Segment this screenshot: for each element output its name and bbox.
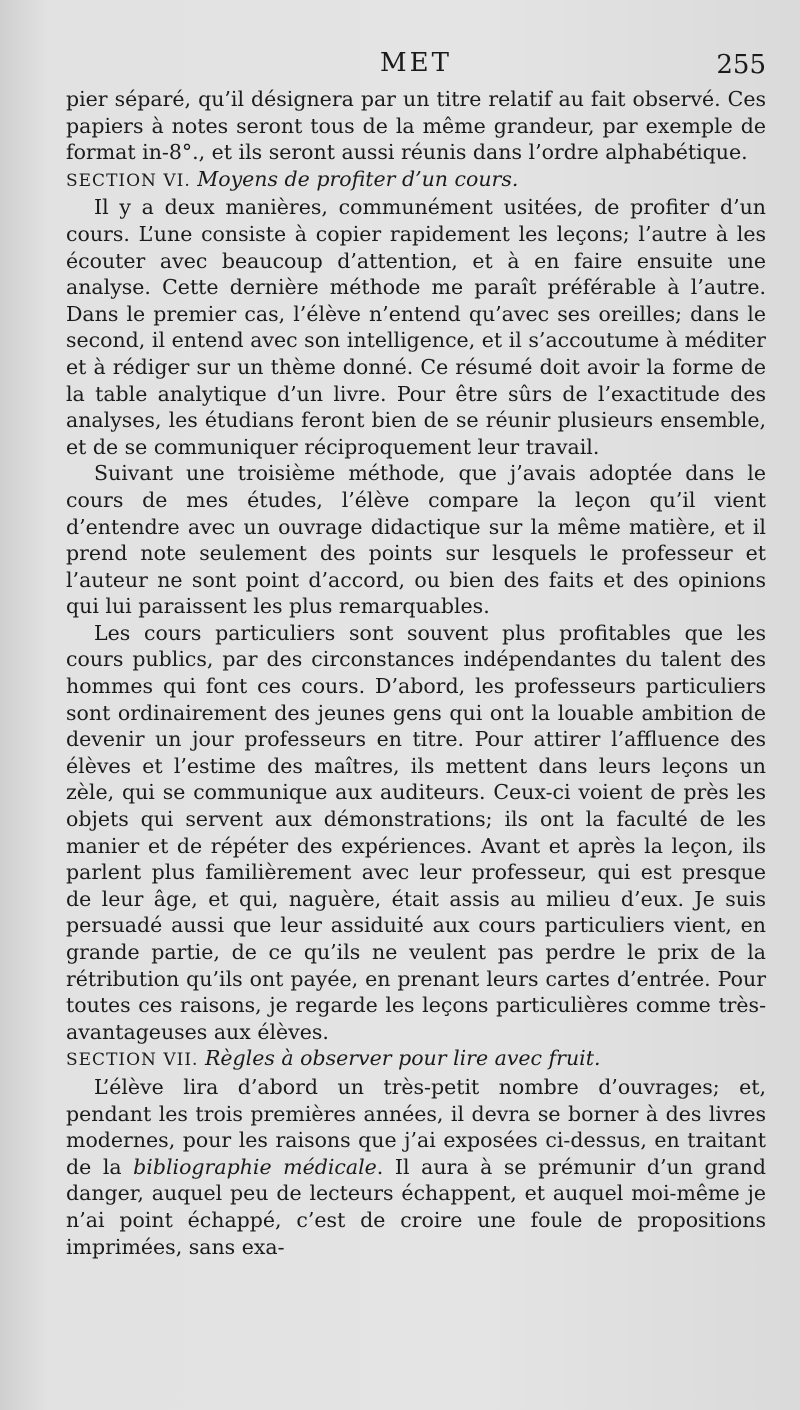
paragraph — [66, 1074, 766, 1260]
paragraph-emphasis: bibliographie médicale — [133, 1154, 377, 1179]
paragraph-continued: pier séparé, qu’il désignera par un titre relatif au fait observé. Ces papiers à notes seront tous de la même grandeur, par exemple de format in-8°., et ils seront aussi réunis dans l’ordre alphabétique. — [66, 87, 766, 165]
page-header — [66, 48, 766, 88]
section-heading-vi — [66, 166, 766, 195]
paragraph-text: L’élève lira d’abord un très-petit nombre d’ouvrages; et, pendant les trois premières années, il devra se borner à des livres modernes, pour les raisons que j’ai exposées ci-dessus, en traitant de la — [66, 1074, 766, 1179]
body-text — [66, 86, 766, 1260]
paragraph: Les cours particuliers sont souvent plus profitables que les cours publics, par des circonstances indépendantes du talent des hommes qui font ces cours. D’abord, les professeurs particuliers sont ordinairement des jeunes gens qui ont la louable ambition de devenir un jour professeurs en titre. Pour attirer l’affluence des élèves et l’estime des maîtres, ils mettent dans leurs leçons un zèle, qui se communique aux auditeurs. Ceux-ci voient de près les objets qui servent aux démonstrations; ils ont la faculté de les manier et de répéter des expériences. Avant et après la leçon, ils parlent plus familièrement avec leur professeur, qui est presque de leur âge, et qui, naguère, était assis au milieu d’eux. Je suis persuadé aussi que leur assiduité aux cours particuliers vient, en grande partie, de ce qu’ils ne veulent pas perdre le prix de la rétribution qu’ils ont payée, en prenant leurs cartes d’entrée. Pour toutes ces raisons, je regarde les leçons particulières comme très-avantageuses aux élèves. — [66, 620, 766, 1044]
running-title: MET — [380, 48, 452, 78]
paragraph: Suivant une troisième méthode, que j’avais adoptée dans le cours de mes études, l’élève compare la leçon qu’il vient d’entendre avec un ouvrage didactique sur la même matière, et il prend note seulement des points sur lesquels le professeur et l’auteur ne sont point d’accord, ou bien des faits et des opinions qui lui paraissent les plus remarquables. — [66, 461, 766, 619]
paragraph-text: . Il aura à se prémunir d’un grand danger, auquel peu de lecteurs échappent, et auquel moi-même je n’ai point échappé, c’est de croire une foule de propositions imprimées, sans exa- — [66, 1154, 766, 1259]
section-title: Moyens de profiter d’un cours. — [197, 166, 519, 191]
section-label: SECTION VI. — [66, 170, 191, 191]
paragraph: Il y a deux manières, communément usitées, de profiter d’un cours. L’une consiste à copier rapidement les leçons; l’autre à les écouter avec beaucoup d’attention, et à en faire ensuite une analyse. Cette dernière méthode me paraît préférable à l’autre. Dans le premier cas, l’élève n’entend qu’avec ses oreilles; dans le second, il entend avec son intelligence, et il s’accoutume à méditer et à rédiger sur un thème donné. Ce résumé doit avoir la forme de la table analytique d’un livre. Pour être sûrs de l’exactitude des analyses, les étudians feront bien de se réunir plusieurs ensemble, et de se communiquer réciproquement leur travail. — [66, 195, 766, 459]
section-title: Règles à observer pour lire avec fruit. — [204, 1046, 601, 1071]
page-number: 255 — [716, 50, 766, 80]
section-label: SECTION VII. — [66, 1050, 199, 1071]
section-heading-vii — [66, 1045, 766, 1074]
